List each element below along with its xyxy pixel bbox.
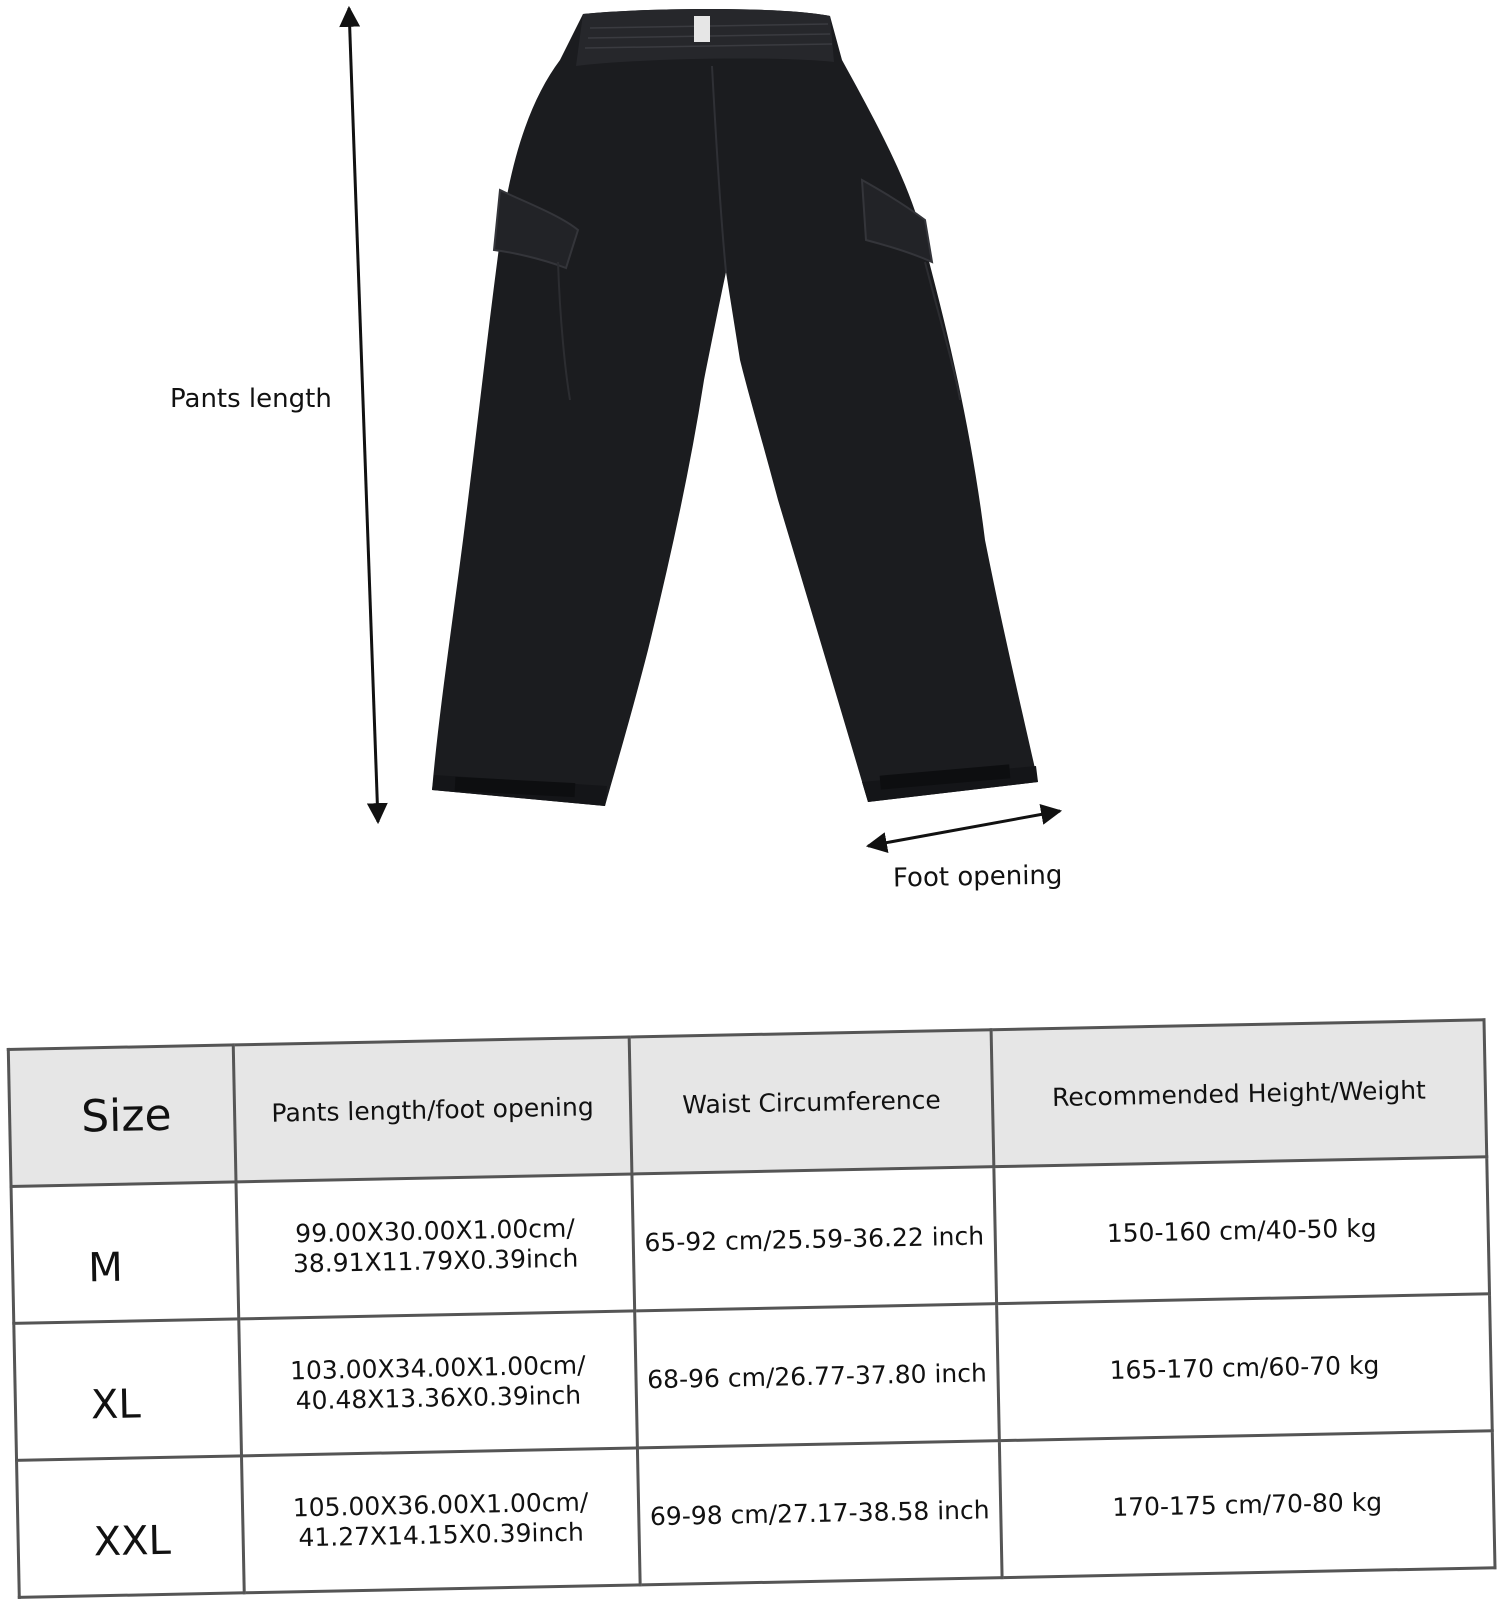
dims-inch: 38.91X11.79X0.39inch [292, 1243, 579, 1279]
cell-size: XL [14, 1319, 242, 1460]
dims-inch: 40.48X13.36X0.39inch [295, 1380, 582, 1416]
cell-waist: 65-92 cm/25.59-36.22 inch [632, 1167, 997, 1311]
dims-inch: 41.27X14.15X0.39inch [298, 1517, 585, 1553]
dims-cm: 105.00X36.00X1.00cm/ [292, 1487, 589, 1523]
cell-recommended: 170-175 cm/70-80 kg [999, 1431, 1495, 1578]
foot-opening-arrow [868, 811, 1060, 846]
dims-cm: 103.00X34.00X1.00cm/ [289, 1350, 586, 1386]
cell-size: M [11, 1182, 239, 1323]
cell-recommended: 165-170 cm/60-70 kg [997, 1294, 1493, 1441]
cell-dims [236, 1174, 635, 1319]
size-table [7, 1018, 1497, 1599]
pants-shape [432, 9, 1038, 806]
cell-waist: 68-96 cm/26.77-37.80 inch [635, 1304, 1000, 1448]
size-table-container [6, 980, 1493, 1566]
cell-recommended: 150-160 cm/40-50 kg [994, 1157, 1490, 1304]
table-row [17, 1431, 1495, 1598]
pants-length-label: Pants length [170, 384, 332, 414]
header-waist: Waist Circumference [629, 1030, 994, 1174]
foot-opening-label: Foot opening [892, 860, 1063, 894]
dims-cm: 99.00X30.00X1.00cm/ [294, 1213, 576, 1249]
header-size: Size [8, 1045, 236, 1186]
cell-dims [239, 1311, 638, 1456]
header-dims: Pants length/foot opening [233, 1037, 632, 1182]
cell-waist: 69-98 cm/27.17-38.58 inch [637, 1441, 1002, 1585]
header-recommended: Recommended Height/Weight [991, 1020, 1487, 1167]
length-arrow [349, 8, 378, 822]
cell-dims [241, 1448, 640, 1593]
cell-size: XXL [17, 1456, 245, 1597]
